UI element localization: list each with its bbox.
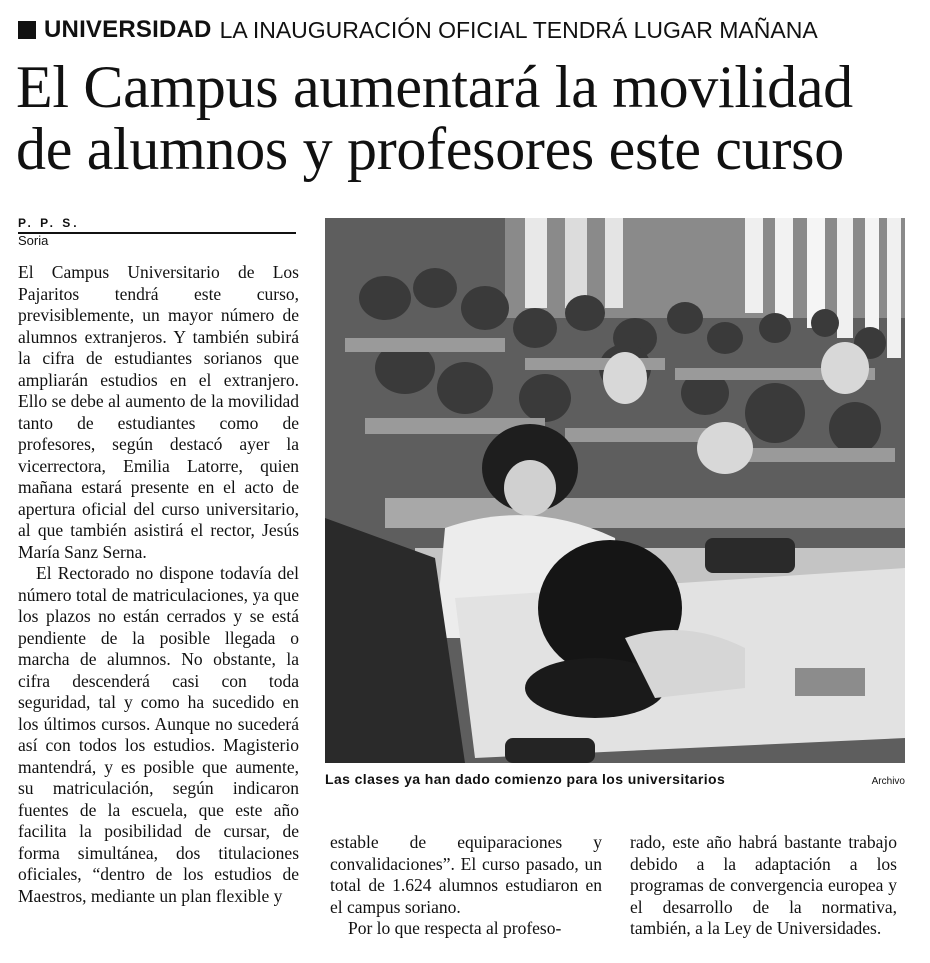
section-kicker bbox=[18, 14, 818, 46]
paragraph-3: estable de equiparaciones y convalidaciones”. El curso pasado, un total de 1.624 alumnos estudiaron en el campus soriano. bbox=[330, 832, 602, 917]
body-column-1 bbox=[18, 262, 299, 907]
paragraph-4: Por lo que respecta al profeso- bbox=[348, 918, 562, 938]
body-column-3 bbox=[630, 832, 897, 940]
headline bbox=[16, 56, 916, 180]
kicker-subtitle: LA INAUGURACIÓN OFICIAL TENDRÁ LUGAR MAÑANA bbox=[219, 16, 818, 43]
headline-line-2: de alumnos y profesores este curso bbox=[16, 116, 844, 182]
section-label: UNIVERSIDAD bbox=[44, 16, 212, 43]
byline-place: Soria bbox=[18, 233, 49, 248]
photo-caption-row bbox=[325, 771, 905, 787]
classroom-photo bbox=[325, 218, 905, 763]
paragraph-1: El Campus Universitario de Los Pajaritos tendrá este curso, previsiblemente, un mayor número de alumnos extranjeros. Y también subirá la cifra de estudiantes sorianos que ampliarán estudios en el extranjero. Ello se debe al aumento de la movilidad tanto de estudiantes como de profesores, según destacó ayer la vicerrectora, Emilia Latorre, quien mañana estará presente en el acto de apertura oficial del curso universitario, al que también asistirá el rector, Jesús María Sanz Serna. bbox=[18, 262, 299, 562]
byline-author: P. P. S. bbox=[18, 216, 296, 234]
paragraph-2: El Rectorado no dispone todavía del número total de matriculaciones, ya que los plazos no están cerrados y se está pendiente de la posible llegada o marcha de alumnos. No obstante, la cifra descenderá casi con toda seguridad, tal y como ha sucedido en los últimos cursos. Aunque no sucederá así con todos los estudios. Magisterio mantendrá, y es posible que aumente, su matriculación, según indicaron fuentes de la escuela, que este año facilita la posibilidad de cursar, de forma simultánea, dos titulaciones oficiales, “dentro de los estudios de Maestros, mediante un plan flexible y bbox=[18, 563, 299, 906]
paragraph-5: rado, este año habrá bastante trabajo debido a la adaptación a los programas de convergencia europea y el desarrollo de la normativa, también, a la Ley de Universidades. bbox=[630, 832, 897, 938]
headline-line-1: El Campus aumentará la movilidad bbox=[16, 54, 853, 120]
photo-caption: Las clases ya han dado comienzo para los universitarios bbox=[325, 771, 726, 787]
photo-credit: Archivo bbox=[871, 776, 905, 787]
classroom-photo-illustration bbox=[325, 218, 905, 763]
body-column-2 bbox=[330, 832, 602, 940]
section-square-icon bbox=[18, 21, 36, 39]
